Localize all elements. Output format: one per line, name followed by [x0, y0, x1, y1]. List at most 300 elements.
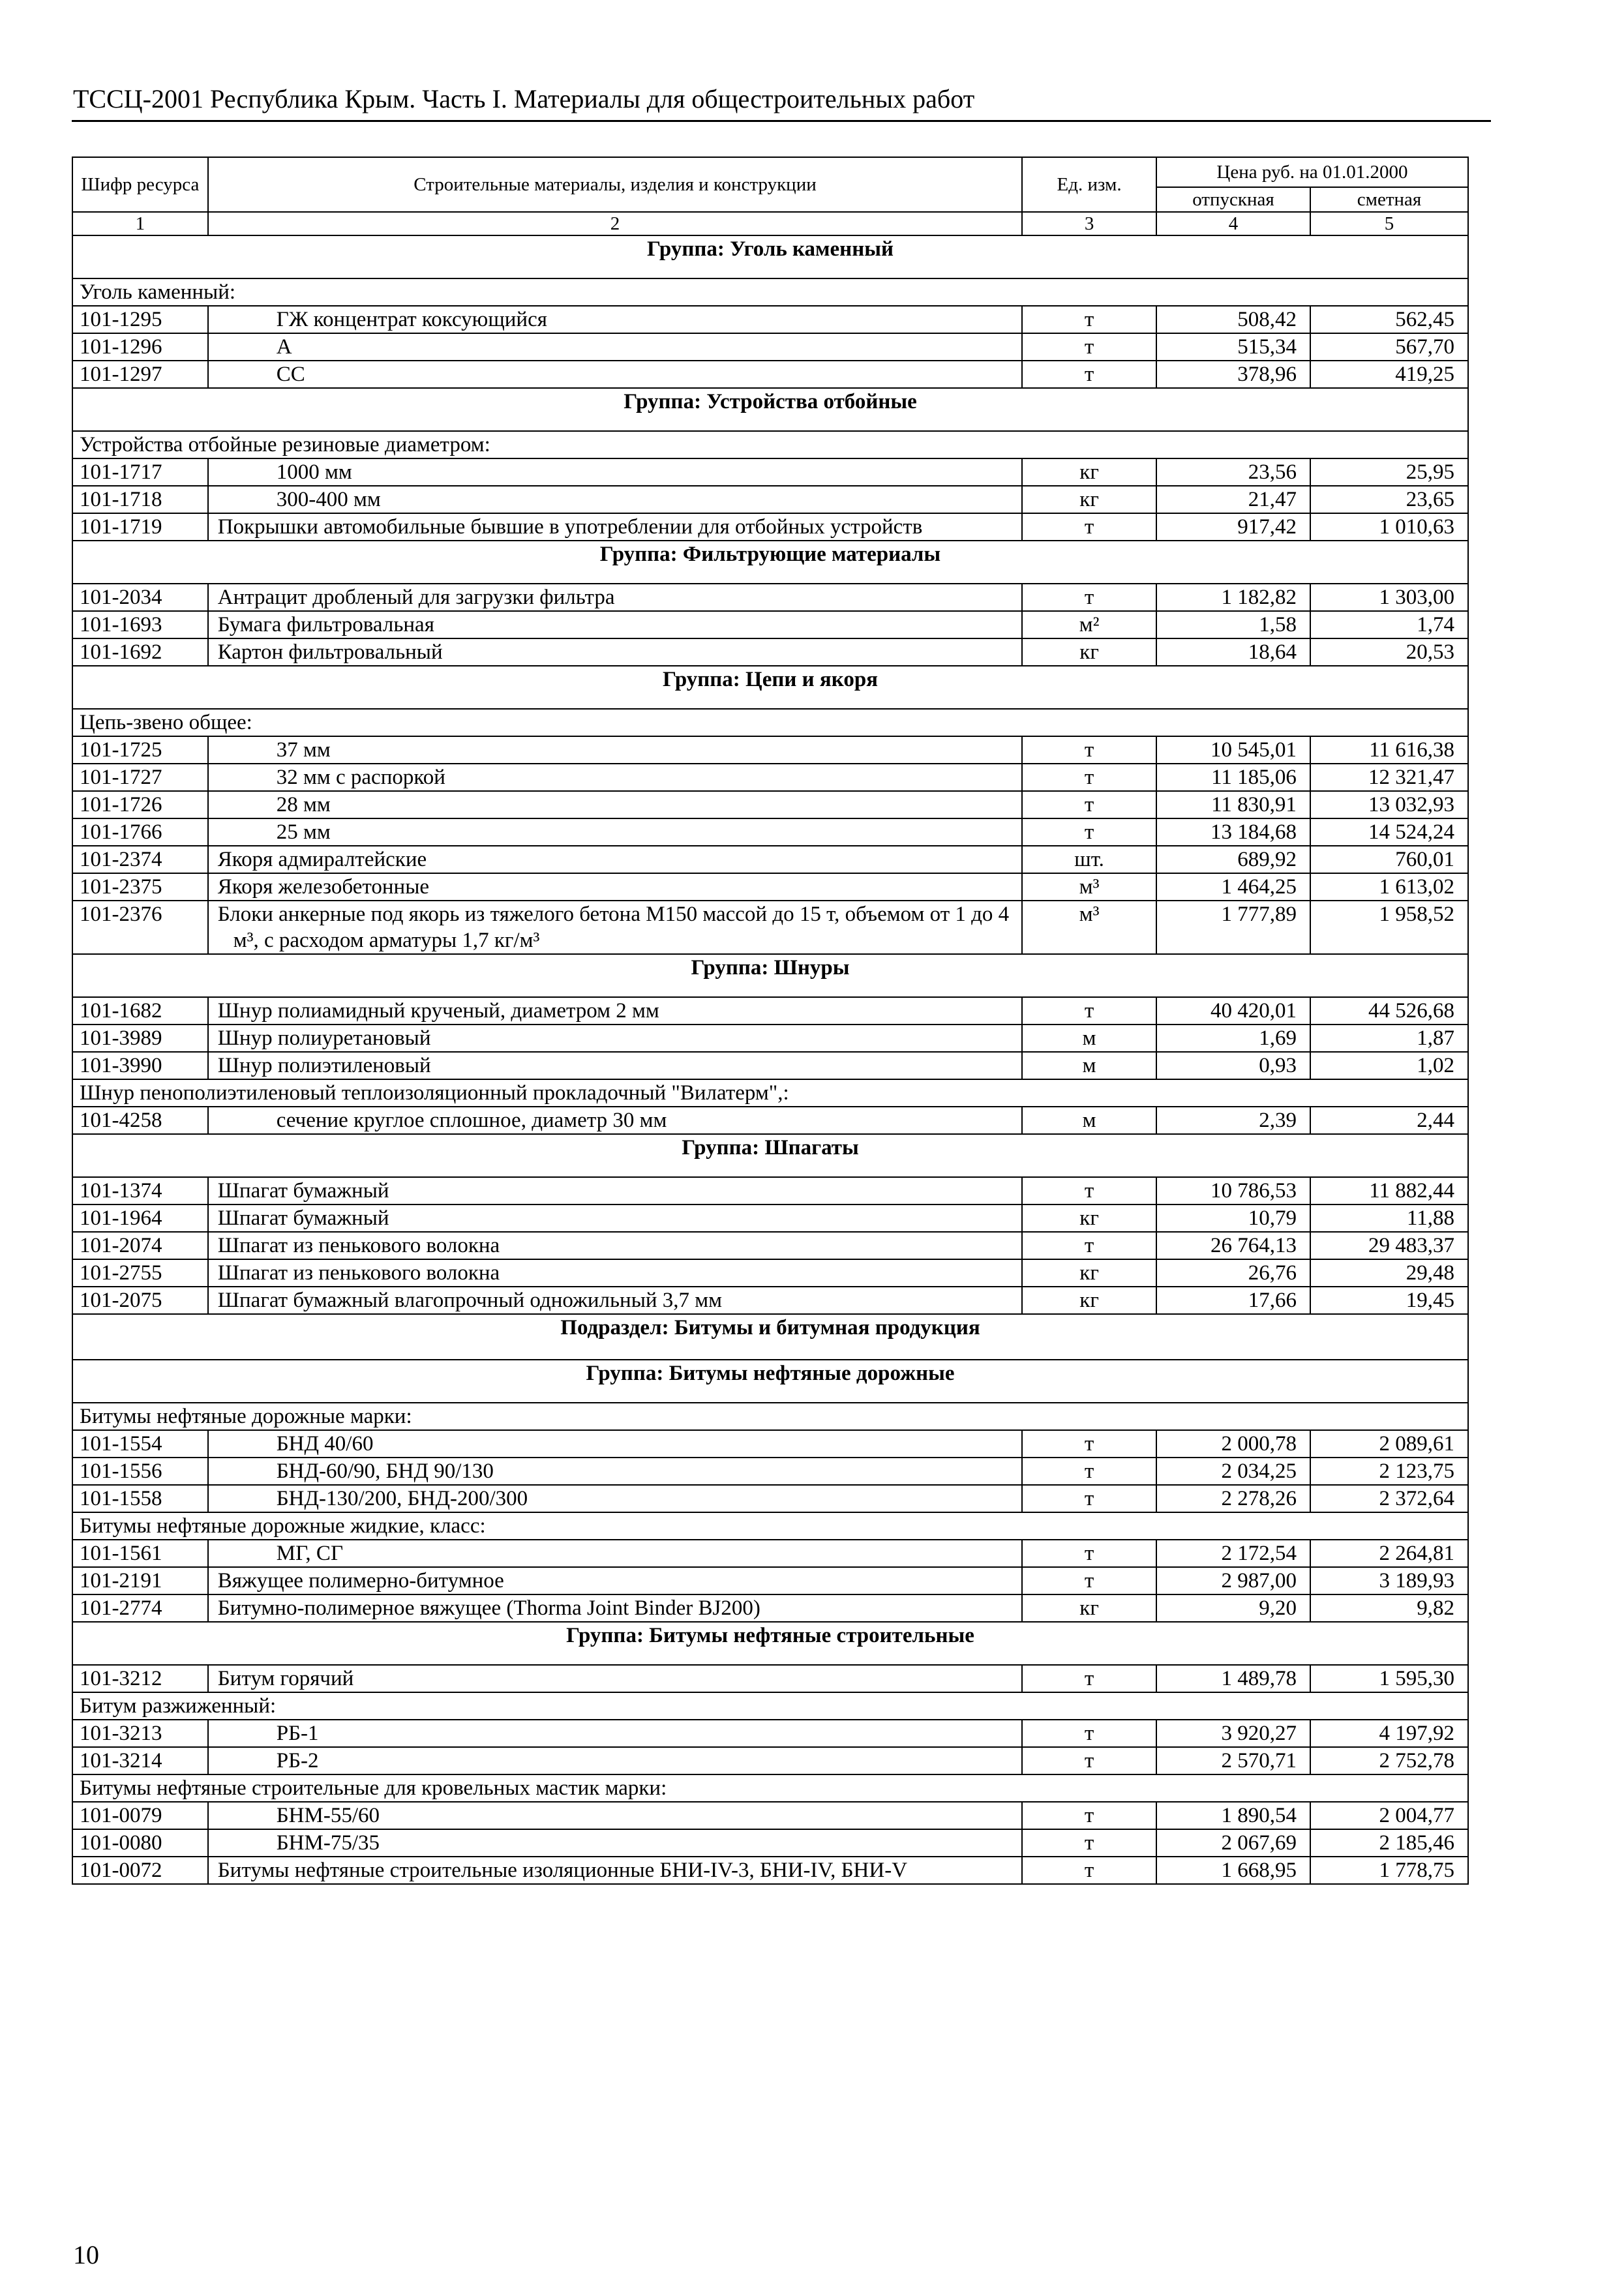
table-row: [72, 1720, 1468, 1747]
header-col-number: 1: [72, 212, 208, 235]
release-price: 1 777,89: [1156, 901, 1310, 954]
estimate-price: 2 089,61: [1310, 1430, 1468, 1458]
estimate-price: 2 264,81: [1310, 1540, 1468, 1567]
group-heading-row: [72, 666, 1468, 709]
unit: кг: [1022, 1287, 1156, 1314]
group-heading: Группа: Уголь каменный: [72, 235, 1468, 278]
estimate-price: 29 483,37: [1310, 1232, 1468, 1259]
estimate-price: 562,45: [1310, 306, 1468, 333]
resource-code: 101-2374: [72, 846, 208, 873]
table-row: [72, 1594, 1468, 1622]
unit: т: [1022, 584, 1156, 611]
release-price: 0,93: [1156, 1052, 1310, 1079]
resource-code: 101-0079: [72, 1802, 208, 1829]
estimate-price: 11 882,44: [1310, 1177, 1468, 1204]
estimate-price: 1,74: [1310, 611, 1468, 638]
group-heading-row: [72, 1622, 1468, 1665]
material-name-cell: [208, 997, 1023, 1025]
header-estimate-price: сметная: [1310, 187, 1468, 212]
release-price: 21,47: [1156, 486, 1310, 513]
table-row: [72, 791, 1468, 818]
resource-code: 101-1693: [72, 611, 208, 638]
resource-code: 101-3990: [72, 1052, 208, 1079]
material-name-cell: [208, 1107, 1023, 1134]
resource-code: 101-3212: [72, 1665, 208, 1692]
table-row: [72, 1540, 1468, 1567]
estimate-price: 1 958,52: [1310, 901, 1468, 954]
group-heading-row: [72, 388, 1468, 431]
resource-code: 101-1554: [72, 1430, 208, 1458]
estimate-price: 2 004,77: [1310, 1802, 1468, 1829]
material-name-cell: [208, 1232, 1023, 1259]
unit: т: [1022, 1177, 1156, 1204]
unit: м: [1022, 1025, 1156, 1052]
material-name-cell: [208, 458, 1023, 486]
table-row: [72, 1747, 1468, 1774]
header-col-number: 3: [1022, 212, 1156, 235]
group-heading: Группа: Устройства отбойные: [72, 388, 1468, 431]
estimate-price: 11 616,38: [1310, 736, 1468, 764]
table-row: [72, 1025, 1468, 1052]
release-price: 378,96: [1156, 361, 1310, 388]
material-name-cell: [208, 1485, 1023, 1512]
resource-code: 101-3214: [72, 1747, 208, 1774]
material-name-cell: [208, 1430, 1023, 1458]
table-row: [72, 1458, 1468, 1485]
unit: кг: [1022, 458, 1156, 486]
caption-text: Битумы нефтяные дорожные жидкие, класс:: [72, 1512, 1468, 1540]
material-name: Блоки анкерные под якорь из тяжелого бетона М150 массой до 15 т, объемом от 1 до 4 м³, с расходом арматуры 1,7 кг/м³: [217, 903, 1010, 952]
caption-text: Шнур пенополиэтиленовый теплоизоляционный прокладочный "Вилатерм",:: [72, 1079, 1468, 1107]
resource-code: 101-1297: [72, 361, 208, 388]
caption-row: [72, 1774, 1468, 1802]
table-row: [72, 1177, 1468, 1204]
material-name-cell: [208, 513, 1023, 541]
unit: т: [1022, 1665, 1156, 1692]
group-heading-row: [72, 954, 1468, 997]
material-name: МГ, СГ: [276, 1542, 344, 1565]
estimate-price: 19,45: [1310, 1287, 1468, 1314]
release-price: 40 420,01: [1156, 997, 1310, 1025]
header-col-number: 4: [1156, 212, 1310, 235]
resource-code: 101-1727: [72, 764, 208, 791]
header-name: Строительные материалы, изделия и конструкции: [208, 157, 1023, 212]
unit: т: [1022, 1802, 1156, 1829]
caption-text: Битумы нефтяные дорожные марки:: [72, 1403, 1468, 1430]
caption-row: [72, 1692, 1468, 1720]
estimate-price: 1,02: [1310, 1052, 1468, 1079]
material-name-cell: [208, 1540, 1023, 1567]
unit: кг: [1022, 1259, 1156, 1287]
release-price: 11 185,06: [1156, 764, 1310, 791]
resource-code: 101-2376: [72, 901, 208, 954]
resource-code: 101-1964: [72, 1204, 208, 1232]
unit: т: [1022, 1567, 1156, 1594]
table-row: [72, 1232, 1468, 1259]
table-row: [72, 1485, 1468, 1512]
release-price: 26,76: [1156, 1259, 1310, 1287]
resource-code: 101-1374: [72, 1177, 208, 1204]
material-name-cell: [208, 1802, 1023, 1829]
material-name-cell: [208, 873, 1023, 901]
estimate-price: 12 321,47: [1310, 764, 1468, 791]
header-col-number: 2: [208, 212, 1023, 235]
resource-code: 101-1295: [72, 306, 208, 333]
caption-row: [72, 709, 1468, 736]
material-name: Антрацит дробленый для загрузки фильтра: [217, 586, 615, 609]
material-name-cell: [208, 1720, 1023, 1747]
unit: т: [1022, 333, 1156, 361]
material-name: 25 мм: [276, 820, 331, 844]
group-heading-row: [72, 235, 1468, 278]
estimate-price: 9,82: [1310, 1594, 1468, 1622]
caption-text: Уголь каменный:: [72, 278, 1468, 306]
material-name-cell: [208, 486, 1023, 513]
material-name: Шнур полиэтиленовый: [217, 1054, 431, 1077]
material-name: РБ-1: [276, 1722, 319, 1745]
unit: м²: [1022, 611, 1156, 638]
estimate-price: 4 197,92: [1310, 1720, 1468, 1747]
material-name-cell: [208, 901, 1023, 954]
unit: т: [1022, 1857, 1156, 1884]
unit: кг: [1022, 1594, 1156, 1622]
table-row: [72, 818, 1468, 846]
unit: кг: [1022, 1204, 1156, 1232]
material-name-cell: [208, 846, 1023, 873]
material-name-cell: [208, 736, 1023, 764]
unit: м: [1022, 1107, 1156, 1134]
release-price: 1 890,54: [1156, 1802, 1310, 1829]
material-name-cell: [208, 584, 1023, 611]
release-price: 13 184,68: [1156, 818, 1310, 846]
material-name: Шнур полиуретановый: [217, 1026, 431, 1050]
material-name: БНМ-55/60: [276, 1804, 380, 1827]
page-header-title: ТССЦ-2001 Республика Крым. Часть I. Материалы для общестроительных работ: [73, 84, 975, 113]
group-heading: Группа: Фильтрующие материалы: [72, 541, 1468, 584]
estimate-price: 13 032,93: [1310, 791, 1468, 818]
resource-code: 101-1692: [72, 638, 208, 666]
estimate-price: 29,48: [1310, 1259, 1468, 1287]
release-price: 26 764,13: [1156, 1232, 1310, 1259]
material-name: Шпагат из пенькового волокна: [217, 1261, 500, 1285]
resource-code: 101-1719: [72, 513, 208, 541]
resource-code: 101-2075: [72, 1287, 208, 1314]
material-name-cell: [208, 638, 1023, 666]
subsection-heading-row: [72, 1314, 1468, 1360]
group-heading: Группа: Битумы нефтяные строительные: [72, 1622, 1468, 1665]
unit: т: [1022, 764, 1156, 791]
table-row: [72, 736, 1468, 764]
unit: т: [1022, 997, 1156, 1025]
release-price: 10 545,01: [1156, 736, 1310, 764]
material-name: Битумно-полимерное вяжущее (Thorma Joint Binder BJ200): [217, 1596, 760, 1620]
caption-row: [72, 1079, 1468, 1107]
table-row: [72, 1287, 1468, 1314]
material-name-cell: [208, 361, 1023, 388]
material-name: БНД-130/200, БНД-200/300: [276, 1487, 528, 1510]
table-row: [72, 1567, 1468, 1594]
estimate-price: 3 189,93: [1310, 1567, 1468, 1594]
release-price: 9,20: [1156, 1594, 1310, 1622]
material-name: Вяжущее полимерно-битумное: [217, 1569, 504, 1593]
caption-text: Битумы нефтяные строительные для кровельных мастик марки:: [72, 1774, 1468, 1802]
release-price: 11 830,91: [1156, 791, 1310, 818]
release-price: 2 067,69: [1156, 1829, 1310, 1857]
unit: т: [1022, 1485, 1156, 1512]
release-price: 17,66: [1156, 1287, 1310, 1314]
caption-row: [72, 278, 1468, 306]
table-row: [72, 333, 1468, 361]
unit: т: [1022, 818, 1156, 846]
resource-code: 101-3213: [72, 1720, 208, 1747]
material-name-cell: [208, 306, 1023, 333]
estimate-price: 14 524,24: [1310, 818, 1468, 846]
group-heading-row: [72, 1134, 1468, 1177]
material-name: Якоря адмиралтейские: [217, 848, 427, 871]
material-name-cell: [208, 1177, 1023, 1204]
resource-code: 101-2034: [72, 584, 208, 611]
material-name: Битумы нефтяные строительные изоляционные БНИ-IV-3, БНИ-IV, БНИ-V: [217, 1859, 908, 1882]
unit: т: [1022, 1747, 1156, 1774]
unit: т: [1022, 736, 1156, 764]
table-row: [72, 997, 1468, 1025]
table-row: [72, 764, 1468, 791]
header-unit: Ед. изм.: [1022, 157, 1156, 212]
table-body: [72, 235, 1468, 1884]
unit: т: [1022, 791, 1156, 818]
resource-code: 101-2375: [72, 873, 208, 901]
table-row: [72, 1430, 1468, 1458]
material-name-cell: [208, 1567, 1023, 1594]
estimate-price: 1 303,00: [1310, 584, 1468, 611]
resource-code: 101-1726: [72, 791, 208, 818]
unit: т: [1022, 361, 1156, 388]
group-heading: Группа: Шпагаты: [72, 1134, 1468, 1177]
material-name: Покрышки автомобильные бывшие в употреблении для отбойных устройств: [217, 515, 923, 539]
estimate-price: 567,70: [1310, 333, 1468, 361]
unit: м³: [1022, 901, 1156, 954]
resource-code: 101-1718: [72, 486, 208, 513]
group-heading-row: [72, 541, 1468, 584]
resource-code: 101-4258: [72, 1107, 208, 1134]
release-price: 1 668,95: [1156, 1857, 1310, 1884]
caption-text: Битум разжиженный:: [72, 1692, 1468, 1720]
header-rule: [72, 120, 1491, 122]
material-name-cell: [208, 764, 1023, 791]
estimate-price: 1,87: [1310, 1025, 1468, 1052]
material-name: Бумага фильтровальная: [217, 613, 434, 636]
group-heading: Группа: Шнуры: [72, 954, 1468, 997]
release-price: 1 182,82: [1156, 584, 1310, 611]
release-price: 18,64: [1156, 638, 1310, 666]
subsection-heading: Подраздел: Битумы и битумная продукция: [72, 1314, 1468, 1360]
resource-code: 101-1766: [72, 818, 208, 846]
material-name: БНД 40/60: [276, 1432, 374, 1456]
material-name-cell: [208, 1204, 1023, 1232]
release-price: 1 489,78: [1156, 1665, 1310, 1692]
group-heading: Группа: Цепи и якоря: [72, 666, 1468, 709]
unit: м: [1022, 1052, 1156, 1079]
resource-code: 101-1682: [72, 997, 208, 1025]
material-name: Шпагат бумажный: [217, 1179, 389, 1203]
header-col-number: 5: [1310, 212, 1468, 235]
table-row: [72, 513, 1468, 541]
caption-row: [72, 431, 1468, 458]
material-name: 300-400 мм: [276, 488, 381, 511]
unit: т: [1022, 1829, 1156, 1857]
caption-text: Цепь-звено общее:: [72, 709, 1468, 736]
release-price: 23,56: [1156, 458, 1310, 486]
estimate-price: 760,01: [1310, 846, 1468, 873]
table-row: [72, 361, 1468, 388]
material-name: 32 мм с распоркой: [276, 766, 445, 789]
page-number: 10: [73, 2240, 99, 2269]
table-row: [72, 1829, 1468, 1857]
material-name: Якоря железобетонные: [217, 875, 430, 899]
unit: т: [1022, 1720, 1156, 1747]
release-price: 10 786,53: [1156, 1177, 1310, 1204]
unit: м³: [1022, 873, 1156, 901]
material-name: 28 мм: [276, 793, 331, 816]
release-price: 1,58: [1156, 611, 1310, 638]
release-price: 508,42: [1156, 306, 1310, 333]
material-name: 37 мм: [276, 738, 331, 762]
table-row: [72, 486, 1468, 513]
price-table: [72, 157, 1469, 1885]
table-row: [72, 458, 1468, 486]
caption-row: [72, 1512, 1468, 1540]
material-name: СС: [276, 363, 305, 386]
material-name: ГЖ концентрат коксующийся: [276, 308, 547, 331]
material-name-cell: [208, 611, 1023, 638]
material-name: БНД-60/90, БНД 90/130: [276, 1459, 494, 1483]
resource-code: 101-2191: [72, 1567, 208, 1594]
release-price: 1,69: [1156, 1025, 1310, 1052]
unit: т: [1022, 306, 1156, 333]
material-name-cell: [208, 1747, 1023, 1774]
release-price: 2 172,54: [1156, 1540, 1310, 1567]
resource-code: 101-2755: [72, 1259, 208, 1287]
estimate-price: 2,44: [1310, 1107, 1468, 1134]
material-name-cell: [208, 791, 1023, 818]
estimate-price: 1 010,63: [1310, 513, 1468, 541]
resource-code: 101-1296: [72, 333, 208, 361]
estimate-price: 1 595,30: [1310, 1665, 1468, 1692]
table-row: [72, 1204, 1468, 1232]
material-name: 1000 мм: [276, 460, 352, 484]
table-row: [72, 1107, 1468, 1134]
unit: т: [1022, 1540, 1156, 1567]
table-row: [72, 1802, 1468, 1829]
estimate-price: 2 752,78: [1310, 1747, 1468, 1774]
release-price: 1 464,25: [1156, 873, 1310, 901]
estimate-price: 11,88: [1310, 1204, 1468, 1232]
table-row: [72, 846, 1468, 873]
table-row: [72, 901, 1468, 954]
resource-code: 101-3989: [72, 1025, 208, 1052]
table-row: [72, 584, 1468, 611]
resource-code: 101-1717: [72, 458, 208, 486]
header-price: Цена руб. на 01.01.2000: [1156, 157, 1468, 187]
release-price: 2,39: [1156, 1107, 1310, 1134]
release-price: 689,92: [1156, 846, 1310, 873]
material-name: Битум горячий: [217, 1667, 354, 1690]
estimate-price: 2 185,46: [1310, 1829, 1468, 1857]
unit: кг: [1022, 486, 1156, 513]
material-name-cell: [208, 818, 1023, 846]
table-row: [72, 873, 1468, 901]
material-name-cell: [208, 1665, 1023, 1692]
caption-row: [72, 1403, 1468, 1430]
release-price: 2 034,25: [1156, 1458, 1310, 1485]
release-price: 2 278,26: [1156, 1485, 1310, 1512]
material-name: Шпагат из пенькового волокна: [217, 1234, 500, 1257]
release-price: 2 000,78: [1156, 1430, 1310, 1458]
unit: т: [1022, 513, 1156, 541]
material-name-cell: [208, 1594, 1023, 1622]
table-row: [72, 638, 1468, 666]
release-price: 3 920,27: [1156, 1720, 1310, 1747]
resource-code: 101-1725: [72, 736, 208, 764]
table-row: [72, 306, 1468, 333]
release-price: 917,42: [1156, 513, 1310, 541]
resource-code: 101-0072: [72, 1857, 208, 1884]
unit: т: [1022, 1232, 1156, 1259]
unit: т: [1022, 1430, 1156, 1458]
estimate-price: 419,25: [1310, 361, 1468, 388]
group-heading: Группа: Битумы нефтяные дорожные: [72, 1360, 1468, 1403]
release-price: 2 987,00: [1156, 1567, 1310, 1594]
resource-code: 101-0080: [72, 1829, 208, 1857]
material-name-cell: [208, 1458, 1023, 1485]
material-name-cell: [208, 1857, 1023, 1884]
header-release-price: отпускная: [1156, 187, 1310, 212]
resource-code: 101-1558: [72, 1485, 208, 1512]
unit: кг: [1022, 638, 1156, 666]
group-heading-row: [72, 1360, 1468, 1403]
release-price: 2 570,71: [1156, 1747, 1310, 1774]
estimate-price: 20,53: [1310, 638, 1468, 666]
table-row: [72, 611, 1468, 638]
material-name-cell: [208, 1287, 1023, 1314]
material-name-cell: [208, 1829, 1023, 1857]
estimate-price: 2 123,75: [1310, 1458, 1468, 1485]
material-name: А: [276, 335, 292, 359]
estimate-price: 25,95: [1310, 458, 1468, 486]
caption-text: Устройства отбойные резиновые диаметром:: [72, 431, 1468, 458]
material-name-cell: [208, 333, 1023, 361]
resource-code: 101-1556: [72, 1458, 208, 1485]
estimate-price: 23,65: [1310, 486, 1468, 513]
material-name: Шнур полиамидный крученый, диаметром 2 мм: [217, 999, 659, 1023]
material-name: РБ-2: [276, 1749, 319, 1773]
table-row: [72, 1052, 1468, 1079]
header-code: Шифр ресурса: [72, 157, 208, 212]
estimate-price: 1 613,02: [1310, 873, 1468, 901]
resource-code: 101-2774: [72, 1594, 208, 1622]
release-price: 515,34: [1156, 333, 1310, 361]
material-name: Шпагат бумажный: [217, 1206, 389, 1230]
material-name-cell: [208, 1259, 1023, 1287]
material-name: сечение круглое сплошное, диаметр 30 мм: [276, 1109, 667, 1132]
release-price: 10,79: [1156, 1204, 1310, 1232]
estimate-price: 44 526,68: [1310, 997, 1468, 1025]
table-row: [72, 1665, 1468, 1692]
table-row: [72, 1857, 1468, 1884]
estimate-price: 1 778,75: [1310, 1857, 1468, 1884]
material-name-cell: [208, 1025, 1023, 1052]
material-name: Шпагат бумажный влагопрочный одножильный 3,7 мм: [217, 1289, 723, 1312]
